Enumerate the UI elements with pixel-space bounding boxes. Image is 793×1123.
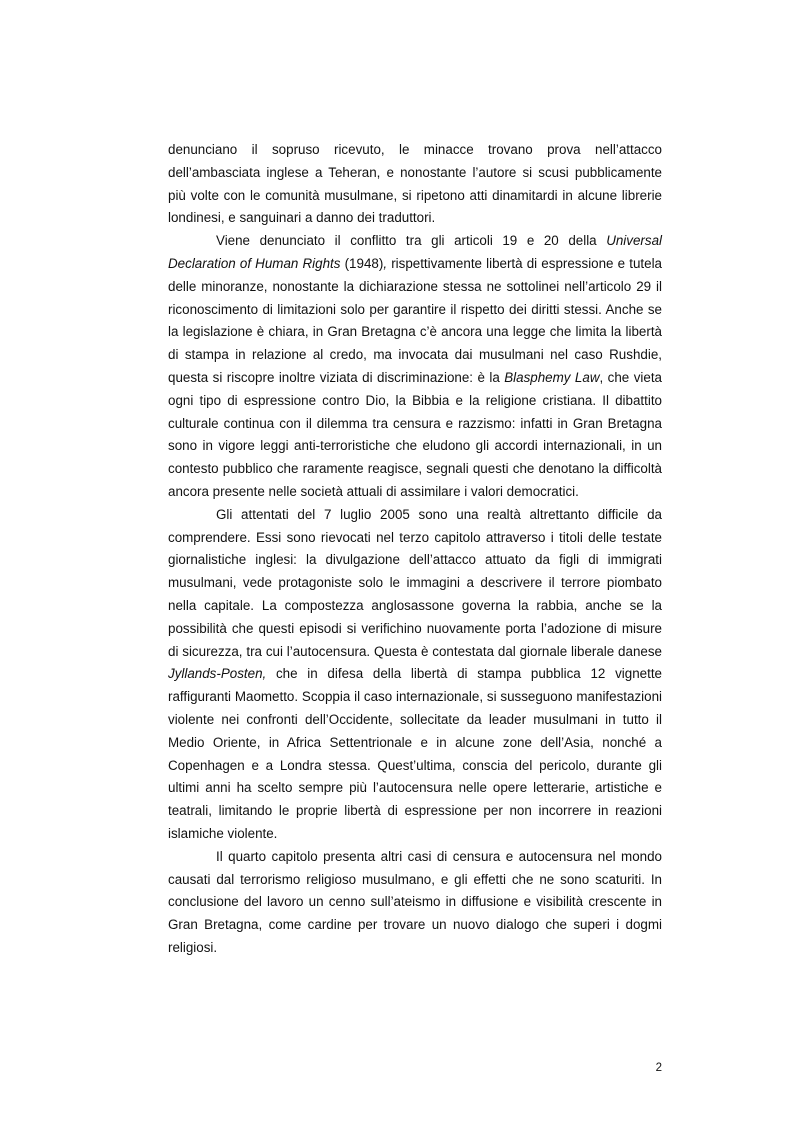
paragraph <box>168 139 662 230</box>
paragraph <box>168 504 662 846</box>
text-run: Viene denunciato il conflitto tra gli articoli 19 e 20 della <box>216 233 607 249</box>
italic-text: , <box>383 255 388 271</box>
body-text <box>168 139 662 960</box>
italic-title: Jyllands-Posten, <box>168 666 267 682</box>
text-run: Gli attentati del 7 luglio 2005 sono una realtà altrettanto difficile da comprendere. Essi sono rievocati nel terzo capitolo attraverso i titoli delle testate giornalistiche inglesi: la divulgazione dell’attacco attuato da figli di immigrati musulmani, vede protagoniste solo le immagini a descrivere il terrore piombato nella capitale. La compostezza anglosassone governa la rabbia, anche se la possibilità che questi episodi si verifichino nuovamente porta l’adozione di misure di sicurezza, tra cui l’autocensura. Questa è contestata dal giornale liberale danese <box>168 506 662 659</box>
italic-title: Blasphemy Law <box>504 369 600 385</box>
text-run: rispettivamente libertà di espressione e tutela delle minoranze, nonostante la dichiarazione stessa ne sottolinei nell’articolo 29 il riconoscimento di limitazioni solo per garantire il rispetto dei diritti stessi. Anche se la legislazione è chiara, in Gran Bretagna c’è ancora una legge che limita la libertà di stampa in relazione al credo, ma invocata dai musulmani nel caso Rushdie, questa si riscopre inoltre viziata di discriminazione: è la <box>168 255 662 385</box>
text-run: che in difesa della libertà di stampa pubblica 12 vignette raffiguranti Maometto. Scoppia il caso internazionale, si susseguono manifestazioni violente nei confronti dell’Occidente, sollecitate da leader musulmani in tutto il Medio Oriente, in Africa Settentrionale e in alcune zone dell’Asia, nonché a Copenhagen e a Londra stessa. Quest’ultima, conscia del pericolo, durante gli ultimi anni ha scelto sempre più l’autocensura nelle opere letterarie, artistiche e teatrali, limitando le proprie libertà di espressione per non incorrere in reazioni islamiche violente. <box>168 666 662 841</box>
paragraph <box>168 846 662 960</box>
italic-title: Universal Declaration of Human Rights <box>168 233 662 271</box>
text-run: (1948) <box>340 255 384 271</box>
text-run: Il quarto capitolo presenta altri casi di censura e autocensura nel mondo causati dal terrorismo religioso musulmano, e gli effetti che ne sono scaturiti. In conclusione del lavoro un cenno sull’ateismo in diffusione e visibilità crescente in Gran Bretagna, come cardine per trovare un nuovo dialogo che superi i dogmi religiosi. <box>168 848 662 955</box>
text-run: , che vieta ogni tipo di espressione contro Dio, la Bibbia e la religione cristiana. Il dibattito culturale continua con il dilemma tra censura e razzismo: infatti in Gran Bretagna sono in vigore leggi anti-terroristiche che eludono gli accordi internazionali, in un contesto pubblico che raramente reagisce, segnali questi che denotano la difficoltà ancora presente nelle società attuali di assimilare i valori democratici. <box>168 369 662 499</box>
page-number: 2 <box>655 1062 662 1074</box>
text-run: denunciano il sopruso ricevuto, le minacce trovano prova nell’attacco dell’ambasciata inglese a Teheran, e nonostante l’autore si scusi pubblicamente più volte con le comunità musulmane, si ripetono atti dinamitardi in alcune librerie londinesi, e sanguinari a danno dei traduttori. <box>168 142 662 226</box>
paragraph <box>168 230 662 504</box>
